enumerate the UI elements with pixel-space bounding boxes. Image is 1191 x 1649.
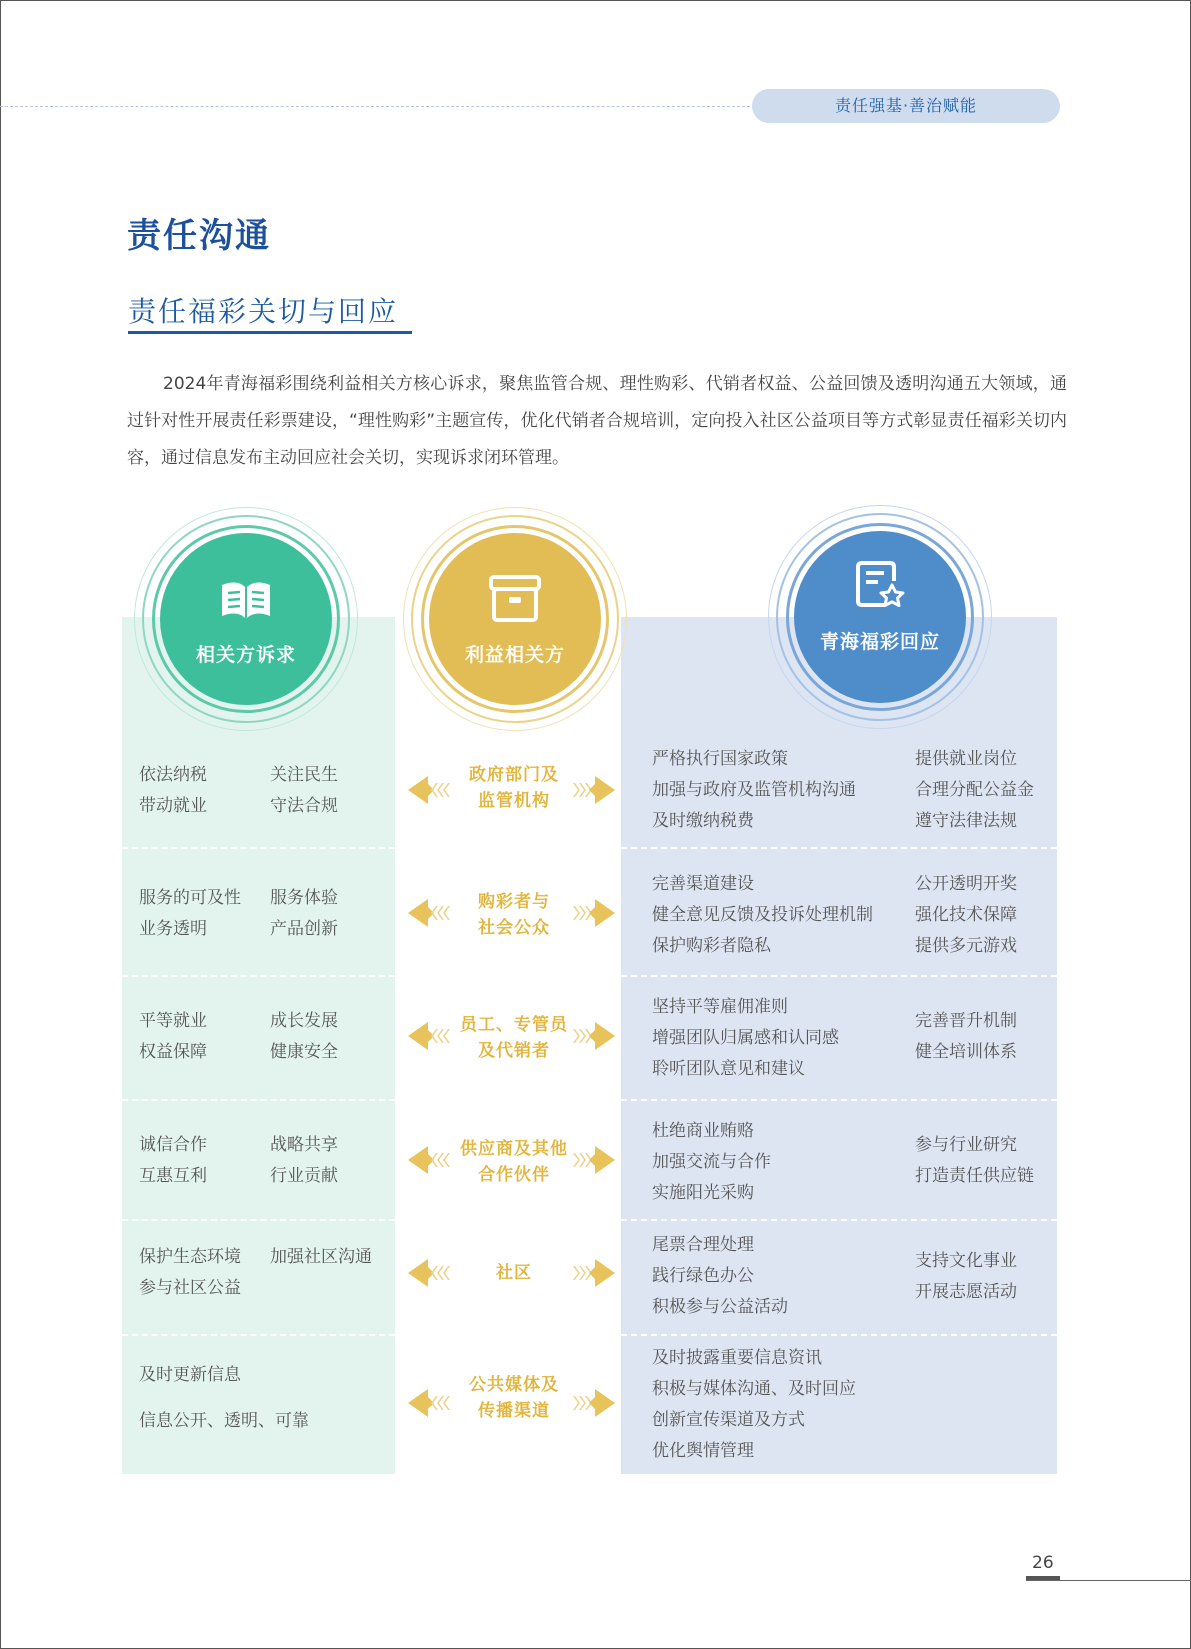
stakeholder-label: 政府部门及 监管机构: [469, 765, 559, 811]
arrow-right-icon: [571, 1387, 615, 1419]
arrow-right-icon: [571, 1144, 615, 1176]
arrow-left-icon: [408, 774, 452, 806]
response-text: 完善晋升机制 健全培训体系: [915, 1011, 1017, 1062]
header-divider: [0, 106, 760, 107]
header-tag: 责任强基·善治赋能: [752, 89, 1060, 123]
demands-circle: [134, 507, 358, 731]
response-text: 坚持平等雇佣准则 增强团队归属感和认同感 聆听团队意见和建议: [652, 997, 839, 1079]
section-title: 责任沟通: [127, 216, 271, 256]
row-separator: [621, 1334, 1057, 1336]
demand-text: 成长发展 健康安全: [270, 1011, 338, 1062]
arrow-right-icon: [571, 1257, 615, 1289]
row-separator: [122, 1219, 395, 1221]
footer-line: [1026, 1580, 1191, 1581]
intro-paragraph: 2024年青海福彩围绕利益相关方核心诉求，聚焦监管合规、理性购彩、代销者权益、公益回馈及透明沟通五大领域，通过针对性开展责任彩票建设，“理性购彩”主题宣传，优化代销者合规培训，定向投入社区公益项目等方式彰显责任福彩关切内容，通过信息发布主动回应社会关切，实现诉求闭环管理。: [127, 374, 1067, 468]
row-separator: [122, 847, 395, 849]
demand-text: 关注民生 守法合规: [270, 765, 338, 816]
stakeholder-label: 社区: [496, 1263, 532, 1283]
arrow-left-icon: [408, 1257, 452, 1289]
response-text: 尾票合理处理 践行绿色办公 积极参与公益活动: [652, 1235, 788, 1317]
row-separator: [621, 847, 1057, 849]
response-text: 完善渠道建设 健全意见反馈及投诉处理机制 保护购彩者隐私: [652, 874, 873, 956]
stakeholder-label: 员工、专管员 及代销者: [460, 1015, 568, 1061]
arrow-right-icon: [571, 1020, 615, 1052]
row-separator: [122, 1334, 395, 1336]
box-icon: [487, 573, 543, 627]
demand-text: 及时更新信息 信息公开、透明、可靠: [139, 1365, 309, 1431]
arrow-left-icon: [408, 897, 452, 929]
stakeholders-column-title: 利益相关方: [464, 644, 565, 666]
response-text: 公开透明开奖 强化技术保障 提供多元游戏: [915, 874, 1017, 956]
arrow-left-icon: [408, 1144, 452, 1176]
subsection-underline: [128, 331, 412, 334]
arrow-left-icon: [408, 1387, 452, 1419]
demand-text: 战略共享 行业贡献: [270, 1135, 338, 1186]
response-text: 支持文化事业 开展志愿活动: [915, 1251, 1017, 1302]
response-text: 提供就业岗位 合理分配公益金 遵守法律法规: [915, 749, 1034, 831]
arrow-right-icon: [571, 897, 615, 929]
demand-text: 加强社区沟通: [270, 1247, 372, 1267]
row-separator: [621, 975, 1057, 977]
responses-column-title: 青海福彩回应: [819, 631, 940, 653]
row-separator: [122, 975, 395, 977]
stakeholder-label: 公共媒体及 传播渠道: [469, 1375, 559, 1421]
demand-text: 服务的可及性 业务透明: [139, 888, 241, 939]
demand-text: 依法纳税 带动就业: [139, 765, 207, 816]
demand-text: 保护生态环境 参与社区公益: [139, 1247, 241, 1298]
response-text: 参与行业研究 打造责任供应链: [915, 1135, 1034, 1186]
response-text: 严格执行国家政策 加强与政府及监管机构沟通 及时缴纳税费: [652, 749, 856, 831]
stakeholder-label: 供应商及其他 合作伙伴: [460, 1139, 568, 1185]
response-text: 杜绝商业贿赂 加强交流与合作 实施阳光采购: [652, 1121, 771, 1203]
stakeholder-label: 购彩者与 社会公众: [478, 892, 550, 938]
demand-text: 诚信合作 互惠互利: [139, 1135, 207, 1186]
response-text: 及时披露重要信息资讯 积极与媒体沟通、及时回应 创新宣传渠道及方式 优化舆情管理: [652, 1348, 856, 1461]
responses-circle: [768, 505, 992, 729]
row-separator: [621, 1219, 1057, 1221]
arrow-left-icon: [408, 1020, 452, 1052]
arrow-right-icon: [571, 774, 615, 806]
page-number: 26: [1032, 1553, 1054, 1573]
certificate-star-icon: [854, 559, 906, 615]
subsection-title: 责任福彩关切与回应: [128, 295, 399, 328]
demands-column-title: 相关方诉求: [195, 644, 296, 666]
row-separator: [122, 1099, 395, 1101]
row-separator: [621, 1099, 1057, 1101]
stakeholders-circle: [403, 507, 627, 731]
open-book-icon: [220, 579, 272, 625]
demand-text: 服务体验 产品创新: [270, 888, 338, 939]
demand-text: 平等就业 权益保障: [139, 1011, 207, 1062]
